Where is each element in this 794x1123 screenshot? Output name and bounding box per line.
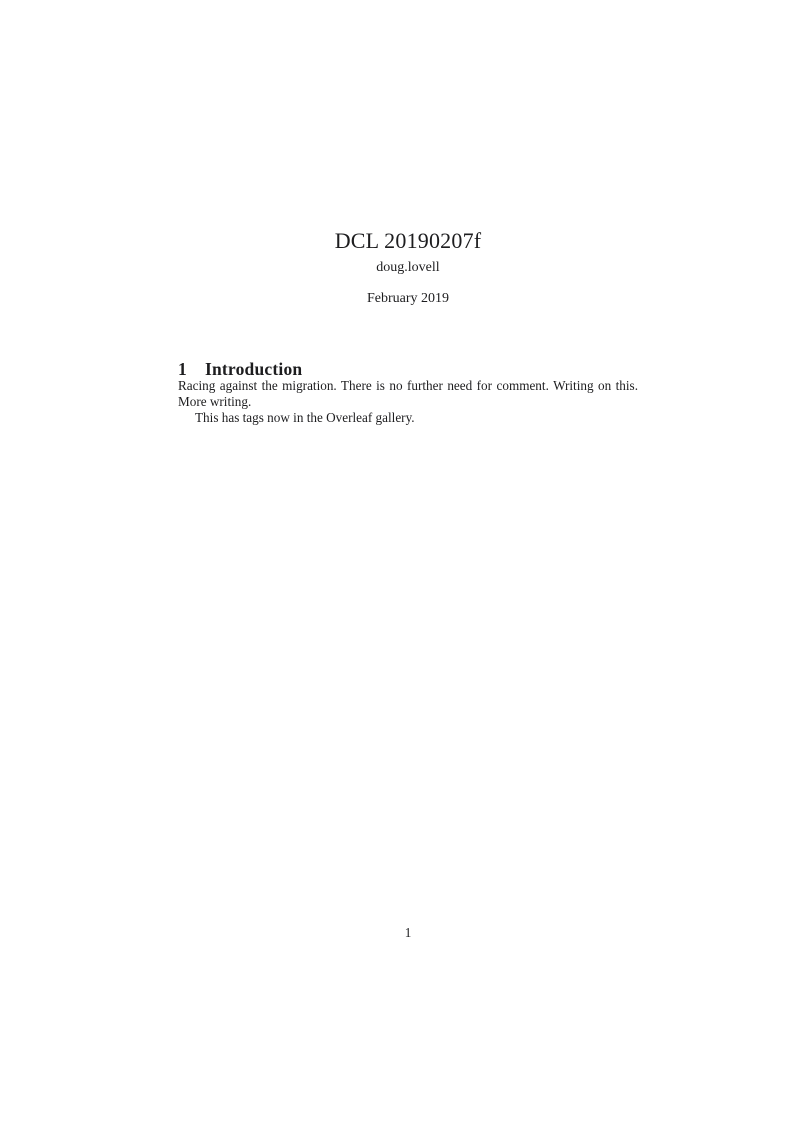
paragraph: This has tags now in the Overleaf gallery. [195, 410, 415, 425]
document-date: February 2019 [366, 291, 450, 306]
section-number: 1 [178, 358, 187, 379]
section-heading [178, 359, 638, 380]
paragraph: Racing against the migration. There is no further need for comment. Writing on this. More writing. [178, 378, 638, 409]
section-title: Introduction [204, 358, 303, 379]
document-title: DCL 20190207f [334, 227, 482, 253]
section-body [178, 378, 638, 426]
document-author: doug.lovell [376, 260, 440, 275]
page-number: 1 [404, 925, 412, 940]
